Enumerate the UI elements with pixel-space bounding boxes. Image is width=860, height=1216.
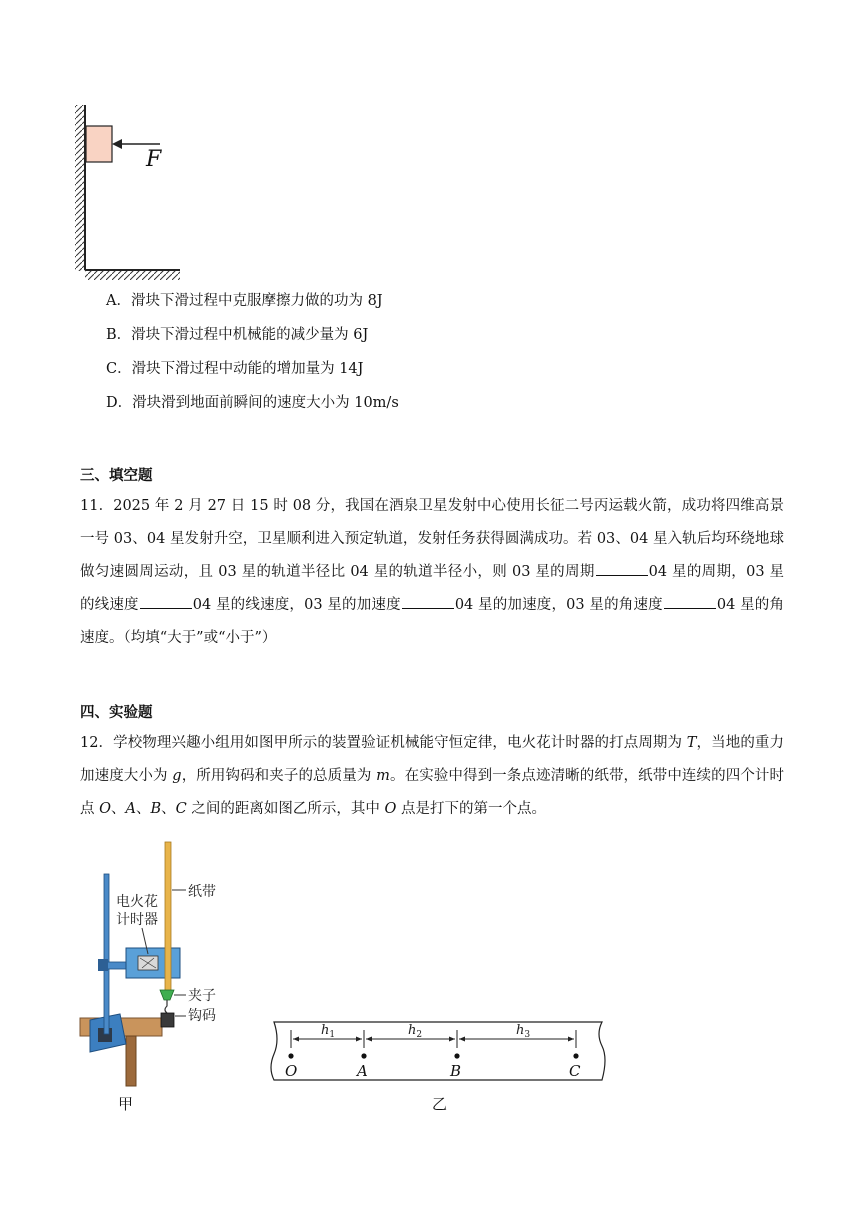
figure-jia-caption: 甲 <box>118 1095 134 1113</box>
label-h3: $h_3$ <box>516 1023 531 1040</box>
stand-rod <box>104 874 109 1034</box>
q12-text-c: ，所用钩码和夹子的总质量为 <box>181 768 377 784</box>
weight <box>161 1013 174 1027</box>
hook <box>165 1000 167 1013</box>
q12-text-d: 。在实验中得到一条点迹清晰的纸带，纸带中连续的四个计时点 <box>80 768 785 817</box>
point-label-A: A <box>357 1062 368 1080</box>
var-O-2: O <box>384 801 397 817</box>
var-B: B <box>150 801 162 817</box>
label-weight: 钩码 <box>188 1008 216 1024</box>
label-h1: $h_1$ <box>321 1023 336 1040</box>
point-label-C: C <box>569 1062 581 1080</box>
question-12 <box>80 727 784 826</box>
figure-yi-caption: 乙 <box>432 1095 448 1113</box>
q12-sep: 、 <box>161 801 176 817</box>
q11-text-1: 11．2025 年 2 月 27 日 15 时 08 分，我国在酒泉卫星发射中心使用长征二号丙运载火箭，成功将四维高景一号 03、04 星发射升空，卫星顺利进入预定轨道，发射任务获得圆满成功。若 03、04 星入轨后均环绕地球做匀速圆周运动，且 03 星的轨道半径比 04 星的轨道半径小，则 03 星的周期 <box>80 498 784 580</box>
q12-text-a: 12．学校物理兴趣小组用如图甲所示的装置验证机械能守恒定律，电火花计时器的打点周期为 <box>80 735 687 751</box>
answer-blank-2[interactable] <box>140 594 192 609</box>
q12-sep: 、 <box>135 801 151 817</box>
force-label: F <box>146 147 162 172</box>
answer-blank-4[interactable] <box>664 594 716 609</box>
label-timer-line1: 电火花 <box>116 894 158 910</box>
label-tape: 纸带 <box>188 884 216 900</box>
point-B <box>454 1053 459 1058</box>
var-O: O <box>99 801 111 817</box>
var-m: m <box>376 768 390 784</box>
q11-text-4: 04 星的加速度，03 星的角速度 <box>454 597 663 613</box>
q12-text-e: 之间的距离如图乙所示，其中 <box>186 801 385 817</box>
answer-blank-1[interactable] <box>596 561 648 576</box>
q12-text-b: ，当地的重力加速度大小为 <box>80 735 785 784</box>
q11-text-5: 04 星的角速度。（均填“大于”或“小于”） <box>80 597 784 646</box>
force-arrowhead <box>112 139 122 149</box>
label-clip: 夹子 <box>188 988 216 1004</box>
paper-tape-figure <box>268 1018 610 1088</box>
question-11 <box>80 490 784 655</box>
clamp-knob <box>98 959 108 971</box>
wall-hatch <box>75 105 85 271</box>
wall-block-figure <box>70 100 190 285</box>
section-3-title: 三、填空题 <box>80 467 153 484</box>
section-4-title: 四、实验题 <box>80 704 153 721</box>
table-leg <box>126 1036 136 1086</box>
floor-hatch <box>85 270 180 280</box>
answer-blank-3[interactable] <box>402 594 454 609</box>
apparatus-figure <box>76 840 246 1090</box>
paper-tape <box>165 842 171 992</box>
point-label-O: O <box>285 1062 298 1080</box>
option-b: B．滑块下滑过程中机械能的减少量为 6J <box>106 327 369 343</box>
option-d: D．滑块滑到地面前瞬间的速度大小为 10m/s <box>106 395 399 411</box>
point-label-B: B <box>450 1062 462 1080</box>
point-O <box>288 1053 293 1058</box>
var-T: T <box>686 735 697 751</box>
var-C: C <box>175 801 187 817</box>
label-timer-line2: 计时器 <box>116 912 158 928</box>
option-a: A．滑块下滑过程中克服摩擦力做的功为 8J <box>106 293 383 309</box>
label-h2: $h_2$ <box>408 1023 423 1040</box>
slider-block <box>86 126 112 162</box>
var-g: g <box>172 768 182 784</box>
q11-text-2: 04 星的周期，03 星的线速度 <box>80 564 784 613</box>
var-A: A <box>125 801 136 817</box>
point-A <box>361 1053 366 1058</box>
q12-text-f: 点是打下的第一个点。 <box>396 801 546 817</box>
clip <box>160 990 174 1000</box>
q12-sep: 、 <box>111 801 126 817</box>
point-C <box>573 1053 578 1058</box>
option-c: C．滑块下滑过程中动能的增加量为 14J <box>106 361 364 377</box>
q11-text-3: 04 星的线速度，03 星的加速度 <box>192 597 401 613</box>
